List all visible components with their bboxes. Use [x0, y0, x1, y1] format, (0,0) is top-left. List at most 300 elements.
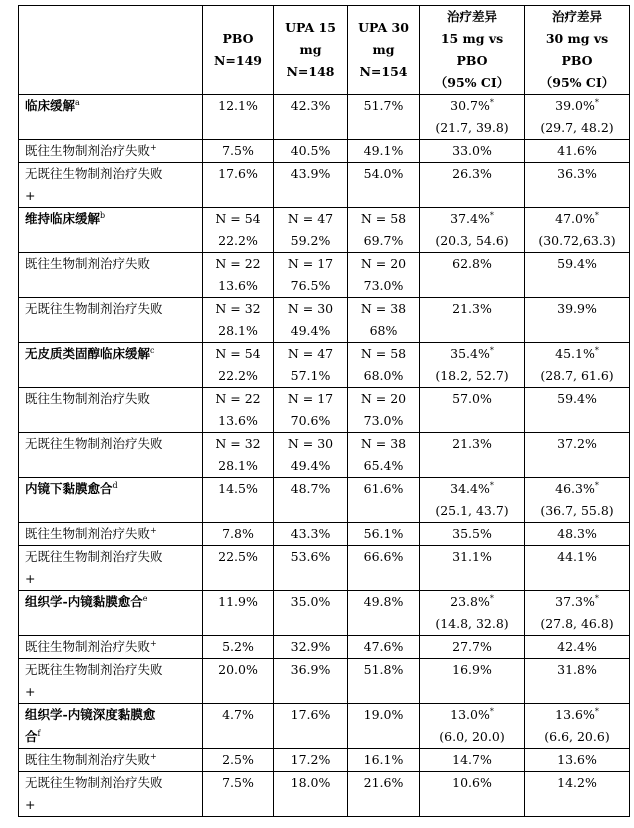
diff15-cell	[420, 208, 525, 253]
table-row	[19, 659, 630, 704]
cell-value: 35.5%	[452, 526, 492, 541]
cell-value: (6.0, 20.0)	[439, 729, 505, 744]
cell-value: 68.0%	[363, 368, 404, 383]
cell-value: 59.4%	[557, 256, 597, 271]
cell-value: 20.0%	[218, 662, 258, 677]
pbo-cell	[203, 546, 274, 591]
upa15-cell	[274, 591, 348, 636]
upa30-cell	[348, 704, 420, 749]
cell-value: (27.8, 46.8)	[540, 616, 614, 631]
cell-value: (14.8, 32.8)	[435, 616, 509, 631]
diff30-cell	[525, 704, 630, 749]
cell-value: 49.1%	[363, 143, 404, 158]
table-row	[19, 163, 630, 208]
cell-value: 31.8%	[557, 662, 597, 677]
cell-value: 23.8%*	[450, 593, 494, 609]
header-diff-30: 治疗差异 30 mg vs PBO （95% CI）	[525, 6, 630, 95]
cell-value: 40.5%	[290, 143, 331, 158]
table-row	[19, 772, 630, 817]
cell-value: 31.1%	[452, 549, 492, 564]
table-row	[19, 298, 630, 343]
cell-value: N = 58	[360, 346, 407, 361]
diff30-cell	[525, 140, 630, 163]
cell-value: 76.5%	[290, 278, 331, 293]
endpoint-label	[19, 704, 203, 749]
cell-value: 22.2%	[218, 368, 258, 383]
cell-value: 47.0%*	[555, 210, 599, 226]
diff15-cell	[420, 772, 525, 817]
cell-value: 51.8%	[363, 662, 404, 677]
diff30-cell	[525, 478, 630, 523]
header-upa15: UPA 15 mg N=148	[274, 6, 348, 95]
row-label-continuation: +	[25, 684, 36, 699]
row-label-text: 既往生物制剂治疗失败	[25, 639, 151, 654]
cell-value: 30.7%*	[450, 97, 494, 113]
cell-value: 59.2%	[290, 233, 331, 248]
table-row	[19, 636, 630, 659]
upa15-cell	[274, 253, 348, 298]
cell-value: 37.2%	[557, 436, 597, 451]
cell-value: 21.3%	[452, 436, 492, 451]
diff30-cell	[525, 546, 630, 591]
cell-value: 54.0%	[363, 166, 404, 181]
cell-value: 45.1%*	[555, 345, 599, 361]
cell-value: 46.3%*	[555, 480, 599, 496]
cell-value: 37.4%*	[450, 210, 494, 226]
cell-value: N = 22	[215, 391, 261, 406]
diff30-cell	[525, 298, 630, 343]
upa30-cell	[348, 523, 420, 546]
cell-value: 39.0%*	[555, 97, 599, 113]
cell-value: N = 30	[287, 301, 334, 316]
row-label-text: 既往生物制剂治疗失败	[25, 143, 151, 158]
cell-value: 7.5%	[222, 143, 254, 158]
row-label-continuation: 合	[25, 729, 38, 744]
pbo-cell	[203, 388, 274, 433]
cell-value: 13.6%	[218, 278, 258, 293]
upa15-cell	[274, 388, 348, 433]
upa30-cell	[348, 208, 420, 253]
cell-value: 22.5%	[218, 549, 258, 564]
header-upa30: UPA 30 mg N=154	[348, 6, 420, 95]
cell-value: N = 17	[287, 256, 334, 271]
cell-value: 11.9%	[218, 594, 258, 609]
results-table	[18, 5, 630, 817]
subgroup-label	[19, 433, 203, 478]
upa15-cell	[274, 163, 348, 208]
diff15-cell	[420, 591, 525, 636]
cell-value: 35.0%	[290, 594, 331, 609]
pbo-cell	[203, 140, 274, 163]
cell-value: N = 47	[287, 211, 334, 226]
cell-value: 16.1%	[363, 752, 404, 767]
row-label-text: 无既往生物制剂治疗失败	[25, 436, 163, 451]
diff30-cell	[525, 208, 630, 253]
diff30-cell	[525, 433, 630, 478]
cell-value: 36.9%	[290, 662, 331, 677]
upa15-cell	[274, 749, 348, 772]
endpoint-label	[19, 478, 203, 523]
table-row	[19, 95, 630, 140]
cell-value: 34.4%*	[450, 480, 494, 496]
subgroup-label	[19, 659, 203, 704]
cell-value: 44.1%	[557, 549, 597, 564]
cell-value: 42.3%	[290, 98, 331, 113]
cell-value: 62.8%	[452, 256, 492, 271]
table-row	[19, 208, 630, 253]
cell-value: N = 38	[360, 436, 407, 451]
diff15-cell	[420, 749, 525, 772]
cell-value: 53.6%	[290, 549, 331, 564]
cell-value: 51.7%	[363, 98, 404, 113]
cell-value: 17.6%	[218, 166, 258, 181]
diff15-cell	[420, 388, 525, 433]
cell-value: 28.1%	[218, 458, 258, 473]
header-pbo: PBO N=149	[203, 6, 274, 95]
diff15-cell	[420, 546, 525, 591]
cell-value: 13.6%	[557, 752, 597, 767]
diff15-cell	[420, 95, 525, 140]
diff15-cell	[420, 253, 525, 298]
cell-value: 21.6%	[363, 775, 404, 790]
upa30-cell	[348, 95, 420, 140]
diff15-cell	[420, 140, 525, 163]
table-row	[19, 523, 630, 546]
cell-value: 12.1%	[218, 98, 258, 113]
subgroup-label	[19, 523, 203, 546]
cell-value: 66.6%	[363, 549, 404, 564]
cell-value: (30.72,63.3)	[538, 233, 616, 248]
subgroup-label	[19, 388, 203, 433]
upa15-cell	[274, 636, 348, 659]
cell-value: 73.0%	[363, 278, 404, 293]
row-label-text: 维持临床缓解	[25, 211, 101, 226]
cell-value: 56.1%	[363, 526, 404, 541]
row-label-text: 既往生物制剂治疗失败	[25, 752, 151, 767]
table-row	[19, 478, 630, 523]
footnote-marker: +	[150, 751, 157, 761]
diff15-cell	[420, 163, 525, 208]
footnote-marker: +	[150, 638, 157, 648]
footnote-marker: e	[142, 593, 148, 603]
upa15-cell	[274, 140, 348, 163]
cell-value: 13.0%*	[450, 706, 494, 722]
cell-value: N = 20	[360, 391, 407, 406]
diff30-cell	[525, 163, 630, 208]
upa15-cell	[274, 433, 348, 478]
significance-marker: *	[489, 706, 494, 716]
table-row	[19, 433, 630, 478]
subgroup-label	[19, 163, 203, 208]
endpoint-label	[19, 208, 203, 253]
cell-value: 57.0%	[452, 391, 492, 406]
cell-value: 32.9%	[290, 639, 331, 654]
upa15-cell	[274, 546, 348, 591]
significance-marker: *	[594, 345, 599, 355]
upa30-cell	[348, 636, 420, 659]
table-row	[19, 704, 630, 749]
diff30-cell	[525, 388, 630, 433]
footnote-marker: +	[150, 525, 157, 535]
row-label-text: 既往生物制剂治疗失败	[25, 391, 151, 406]
pbo-cell	[203, 95, 274, 140]
pbo-cell	[203, 772, 274, 817]
cell-value: 36.3%	[557, 166, 597, 181]
upa30-cell	[348, 388, 420, 433]
table-row	[19, 388, 630, 433]
cell-value: 5.2%	[222, 639, 254, 654]
cell-value: 13.6%*	[555, 706, 599, 722]
cell-value: 16.9%	[452, 662, 492, 677]
table-row	[19, 749, 630, 772]
cell-value: 14.2%	[557, 775, 597, 790]
pbo-cell	[203, 253, 274, 298]
significance-marker: *	[489, 593, 494, 603]
footnote-marker: f	[37, 728, 41, 738]
row-label-text: 既往生物制剂治疗失败	[25, 256, 151, 271]
cell-value: 42.4%	[557, 639, 597, 654]
cell-value: 7.5%	[222, 775, 254, 790]
row-label-continuation: +	[25, 571, 36, 586]
significance-marker: *	[594, 210, 599, 220]
endpoint-label	[19, 95, 203, 140]
cell-value: 26.3%	[452, 166, 492, 181]
row-label-text: 内镜下黏膜愈合	[25, 481, 113, 496]
cell-value: 49.4%	[290, 323, 331, 338]
header-empty-cell	[19, 6, 203, 95]
table-row	[19, 140, 630, 163]
diff15-cell	[420, 343, 525, 388]
footnote-marker: b	[100, 210, 106, 220]
row-label-text: 无既往生物制剂治疗失败	[25, 775, 163, 790]
diff30-cell	[525, 253, 630, 298]
cell-value: N = 47	[287, 346, 334, 361]
endpoint-label	[19, 343, 203, 388]
cell-value: 47.6%	[363, 639, 404, 654]
header-row	[19, 6, 630, 95]
diff30-cell	[525, 523, 630, 546]
significance-marker: *	[489, 210, 494, 220]
upa15-cell	[274, 523, 348, 546]
pbo-cell	[203, 343, 274, 388]
header-diff-15: 治疗差异 15 mg vs PBO （95% CI）	[420, 6, 525, 95]
diff30-cell	[525, 591, 630, 636]
cell-value: 35.4%*	[450, 345, 494, 361]
significance-marker: *	[594, 706, 599, 716]
cell-value: 27.7%	[452, 639, 492, 654]
row-label-text: 既往生物制剂治疗失败	[25, 526, 151, 541]
cell-value: 48.3%	[557, 526, 597, 541]
cell-value: 73.0%	[363, 413, 404, 428]
cell-value: (18.2, 52.7)	[435, 368, 509, 383]
upa30-cell	[348, 163, 420, 208]
cell-value: N = 22	[215, 256, 261, 271]
upa30-cell	[348, 298, 420, 343]
upa15-cell	[274, 659, 348, 704]
cell-value: N = 38	[360, 301, 407, 316]
significance-marker: *	[489, 97, 494, 107]
cell-value: (20.3, 54.6)	[435, 233, 509, 248]
diff30-cell	[525, 749, 630, 772]
cell-value: (29.7, 48.2)	[540, 120, 614, 135]
upa15-cell	[274, 478, 348, 523]
cell-value: 48.7%	[290, 481, 331, 496]
row-label-text: 无既往生物制剂治疗失败	[25, 166, 163, 181]
upa30-cell	[348, 433, 420, 478]
diff15-cell	[420, 659, 525, 704]
cell-value: N = 32	[215, 436, 261, 451]
upa30-cell	[348, 478, 420, 523]
cell-value: 49.4%	[290, 458, 331, 473]
significance-marker: *	[594, 593, 599, 603]
pbo-cell	[203, 704, 274, 749]
cell-value: N = 58	[360, 211, 407, 226]
subgroup-label	[19, 298, 203, 343]
pbo-cell	[203, 163, 274, 208]
cell-value: N = 30	[287, 436, 334, 451]
cell-value: 13.6%	[218, 413, 258, 428]
diff30-cell	[525, 772, 630, 817]
upa15-cell	[274, 208, 348, 253]
row-label-continuation: +	[25, 188, 36, 203]
upa30-cell	[348, 749, 420, 772]
row-label-text: 组织学-内镜黏膜愈合	[25, 594, 143, 609]
subgroup-label	[19, 636, 203, 659]
cell-value: N = 20	[360, 256, 407, 271]
table-row	[19, 546, 630, 591]
upa30-cell	[348, 343, 420, 388]
cell-value: 70.6%	[290, 413, 331, 428]
diff30-cell	[525, 659, 630, 704]
cell-value: 69.7%	[363, 233, 404, 248]
pbo-cell	[203, 636, 274, 659]
cell-value: N = 17	[287, 391, 334, 406]
subgroup-label	[19, 253, 203, 298]
upa30-cell	[348, 140, 420, 163]
upa30-cell	[348, 253, 420, 298]
cell-value: (21.7, 39.8)	[435, 120, 509, 135]
cell-value: 17.2%	[290, 752, 331, 767]
cell-value: 43.9%	[290, 166, 331, 181]
significance-marker: *	[594, 97, 599, 107]
diff15-cell	[420, 433, 525, 478]
table-row	[19, 253, 630, 298]
cell-value: 14.5%	[218, 481, 258, 496]
endpoint-label	[19, 591, 203, 636]
pbo-cell	[203, 433, 274, 478]
cell-value: (28.7, 61.6)	[540, 368, 614, 383]
cell-value: N = 54	[215, 346, 261, 361]
diff30-cell	[525, 636, 630, 659]
significance-marker: *	[489, 345, 494, 355]
pbo-cell	[203, 523, 274, 546]
cell-value: 19.0%	[363, 707, 404, 722]
cell-value: 68%	[369, 323, 398, 338]
row-label-text: 无既往生物制剂治疗失败	[25, 662, 163, 677]
diff15-cell	[420, 478, 525, 523]
cell-value: 57.1%	[290, 368, 331, 383]
diff15-cell	[420, 704, 525, 749]
significance-marker: *	[594, 480, 599, 490]
upa30-cell	[348, 591, 420, 636]
significance-marker: *	[489, 480, 494, 490]
footnote-marker: a	[75, 97, 80, 107]
pbo-cell	[203, 478, 274, 523]
cell-value: 43.3%	[290, 526, 331, 541]
cell-value: 17.6%	[290, 707, 331, 722]
upa15-cell	[274, 704, 348, 749]
row-label-text: 无既往生物制剂治疗失败	[25, 301, 163, 316]
diff30-cell	[525, 95, 630, 140]
pbo-cell	[203, 659, 274, 704]
pbo-cell	[203, 591, 274, 636]
footnote-marker: d	[112, 480, 118, 490]
diff15-cell	[420, 636, 525, 659]
upa15-cell	[274, 343, 348, 388]
upa30-cell	[348, 659, 420, 704]
upa30-cell	[348, 772, 420, 817]
cell-value: 37.3%*	[555, 593, 599, 609]
subgroup-label	[19, 140, 203, 163]
subgroup-label	[19, 546, 203, 591]
cell-value: 7.8%	[222, 526, 254, 541]
row-label-text: 无既往生物制剂治疗失败	[25, 549, 163, 564]
cell-value: 41.6%	[557, 143, 597, 158]
cell-value: 65.4%	[363, 458, 404, 473]
subgroup-label	[19, 749, 203, 772]
subgroup-label	[19, 772, 203, 817]
footnote-marker: c	[150, 345, 155, 355]
diff15-cell	[420, 298, 525, 343]
cell-value: 28.1%	[218, 323, 258, 338]
upa15-cell	[274, 95, 348, 140]
pbo-cell	[203, 749, 274, 772]
diff15-cell	[420, 523, 525, 546]
upa15-cell	[274, 772, 348, 817]
cell-value: (25.1, 43.7)	[435, 503, 509, 518]
cell-value: 21.3%	[452, 301, 492, 316]
cell-value: 33.0%	[452, 143, 492, 158]
table-body	[19, 95, 630, 817]
cell-value: 18.0%	[290, 775, 331, 790]
pbo-cell	[203, 208, 274, 253]
cell-value: (6.6, 20.6)	[544, 729, 610, 744]
cell-value: 49.8%	[363, 594, 404, 609]
cell-value: 4.7%	[222, 707, 254, 722]
row-label-text: 临床缓解	[25, 98, 76, 113]
upa15-cell	[274, 298, 348, 343]
cell-value: 59.4%	[557, 391, 597, 406]
row-label-text: 无皮质类固醇临床缓解	[25, 346, 151, 361]
diff30-cell	[525, 343, 630, 388]
upa30-cell	[348, 546, 420, 591]
cell-value: N = 32	[215, 301, 261, 316]
table-row	[19, 343, 630, 388]
table-row	[19, 591, 630, 636]
cell-value: (36.7, 55.8)	[540, 503, 614, 518]
footnote-marker: +	[150, 142, 157, 152]
pbo-cell	[203, 298, 274, 343]
row-label-continuation: +	[25, 797, 36, 812]
row-label-text: 组织学-内镜深度黏膜愈	[25, 707, 156, 722]
cell-value: 61.6%	[363, 481, 404, 496]
cell-value: 22.2%	[218, 233, 258, 248]
cell-value: N = 54	[215, 211, 261, 226]
cell-value: 2.5%	[222, 752, 254, 767]
cell-value: 10.6%	[452, 775, 492, 790]
cell-value: 14.7%	[452, 752, 492, 767]
cell-value: 39.9%	[557, 301, 597, 316]
